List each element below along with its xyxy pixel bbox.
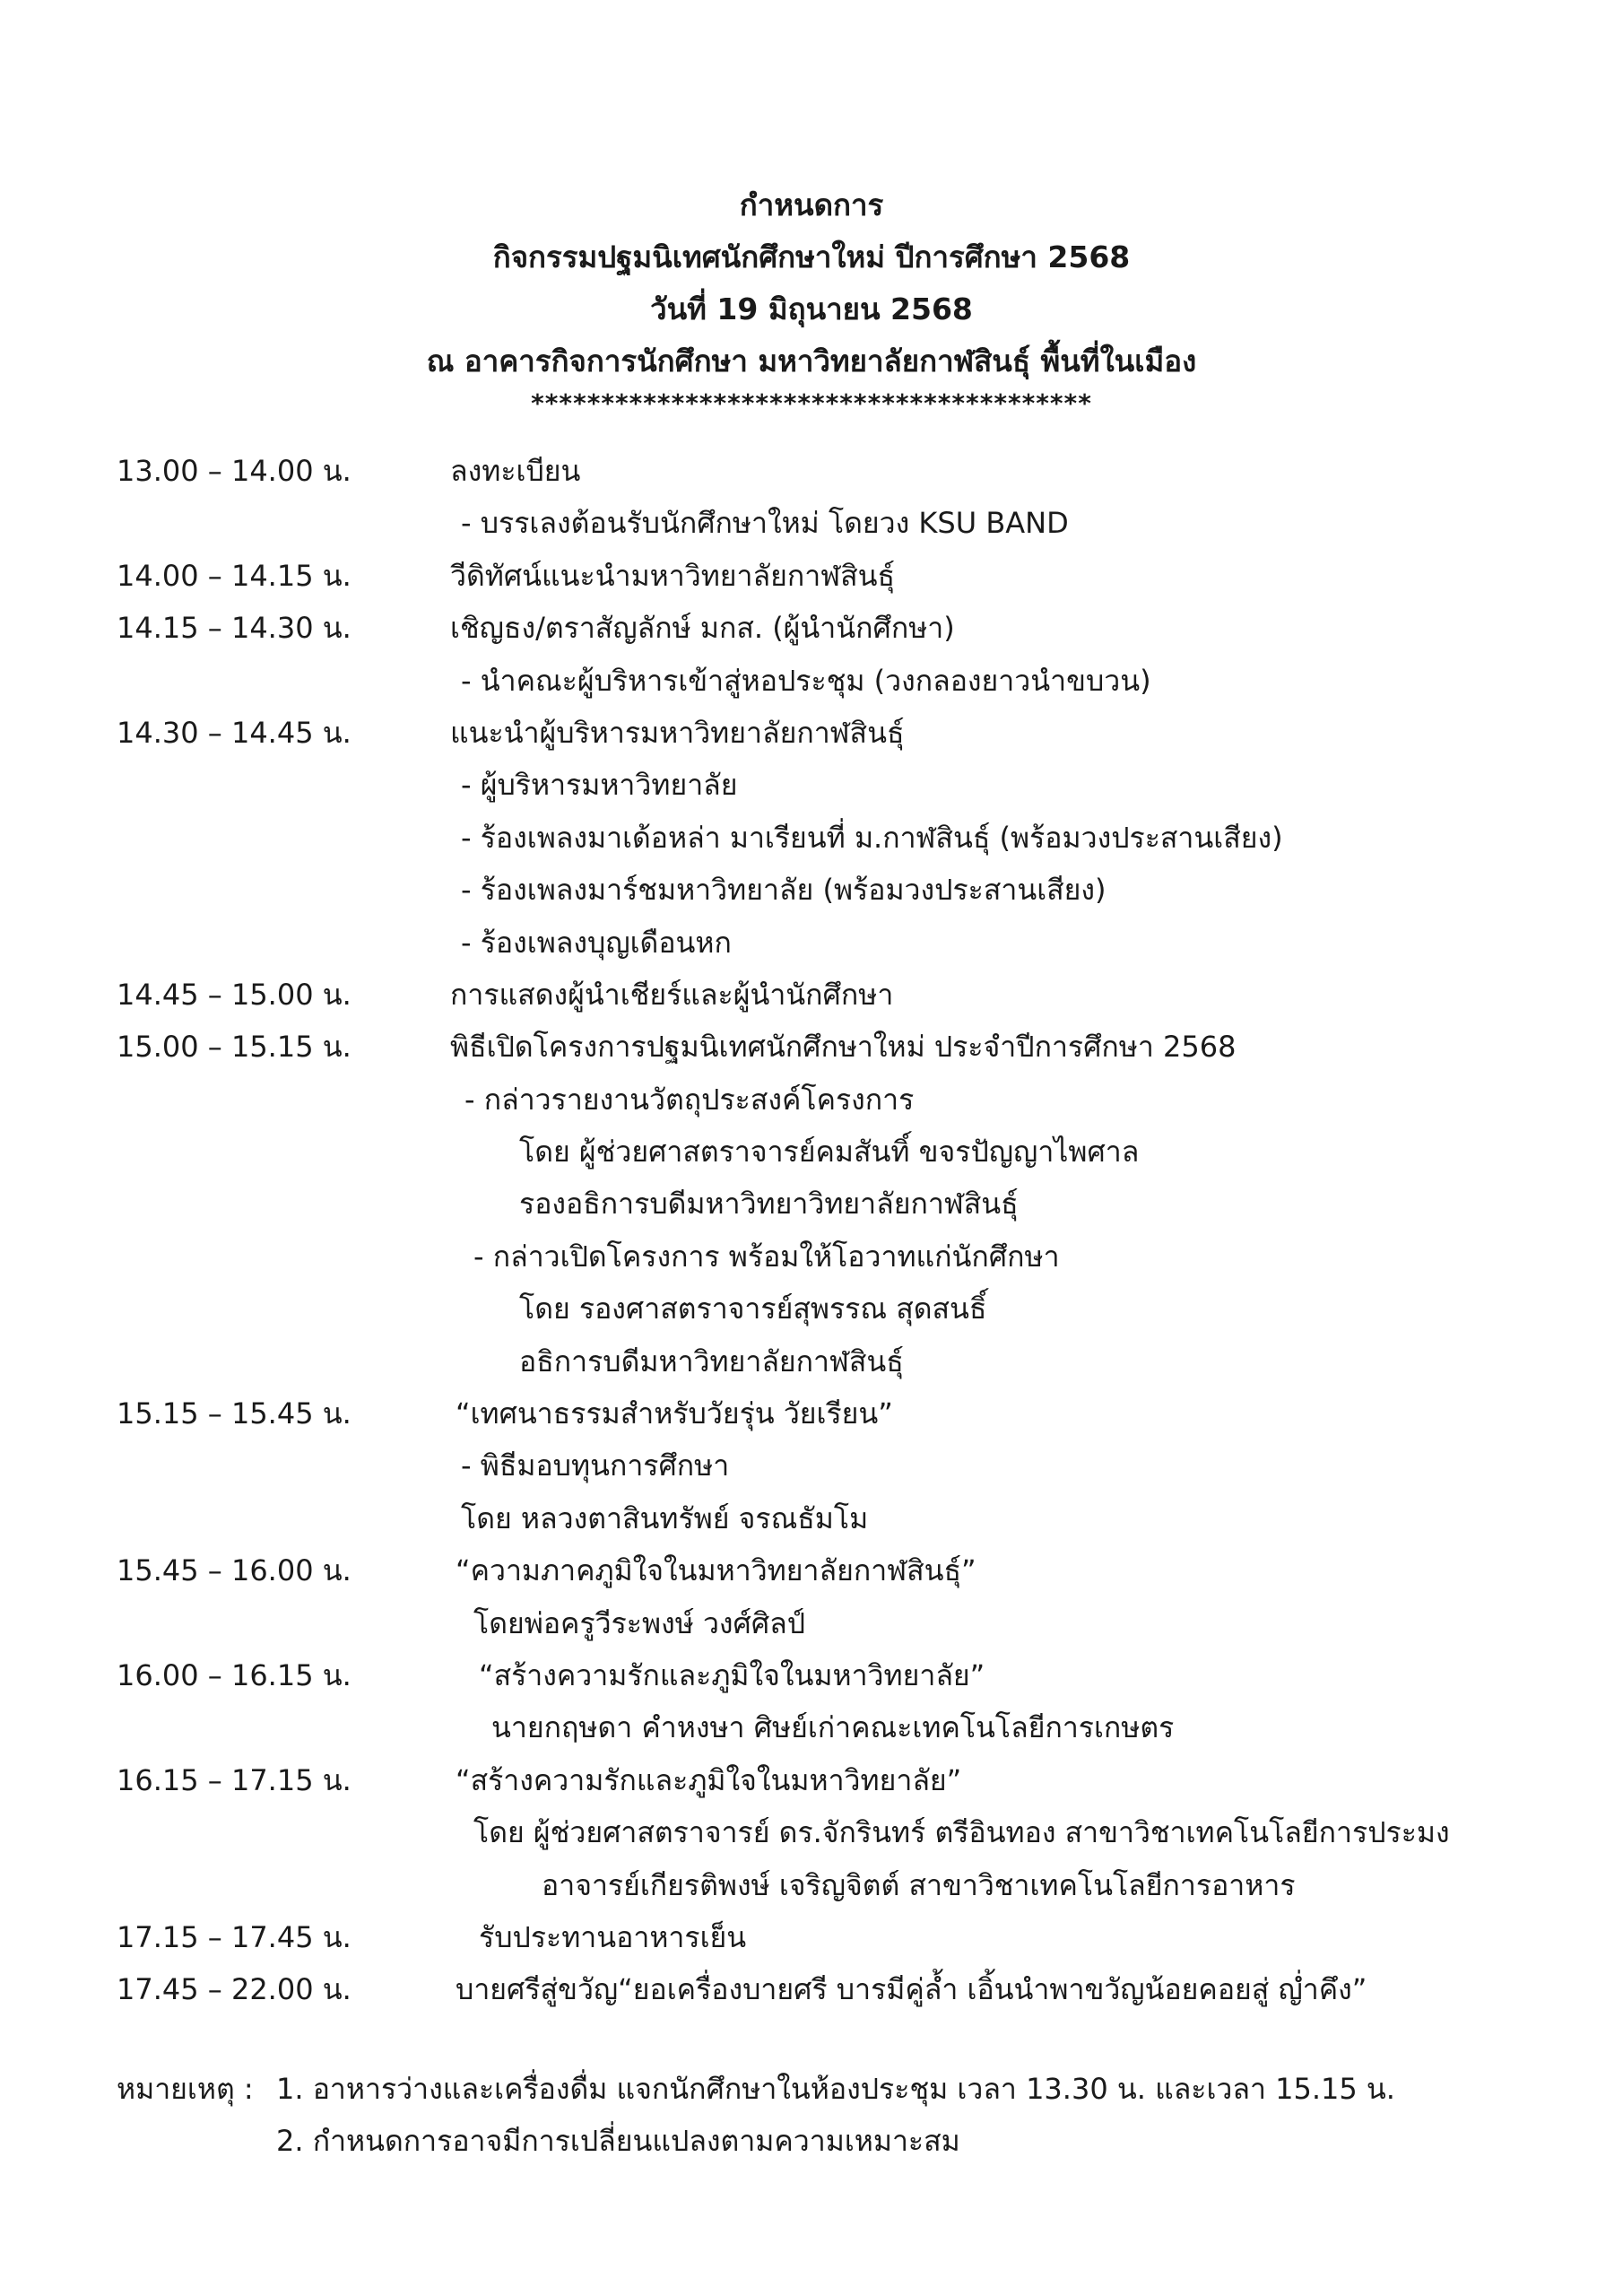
schedule-row <box>117 1859 1533 1911</box>
header-date: วันที่ 19 มิถุนายน 2568 <box>650 291 973 326</box>
schedule-item: - กล่าวเปิดโครงการ พร้อมให้โอวาทแก่นักศึกษา <box>473 1239 1060 1274</box>
schedule-time: 16.00 – 16.15 น. <box>117 1657 352 1692</box>
schedule-row <box>117 602 1533 654</box>
schedule-row <box>117 550 1533 602</box>
schedule-item: “สร้างความรักและภูมิใจในมหาวิทยาลัย” <box>479 1657 985 1692</box>
schedule-item: ลงทะเบียน <box>450 454 581 488</box>
schedule-time: 14.30 – 14.45 น. <box>117 715 352 750</box>
schedule-time: 15.15 – 15.45 น. <box>117 1396 352 1431</box>
schedule-item: โดย หลวงตาสินทรัพย์ จรณธัมโม <box>461 1500 869 1535</box>
schedule-item: - ร้องเพลงมาเด้อหล่า มาเรียนที่ ม.กาฬสินธุ์ (พร้อมวงประสานเสียง) <box>461 820 1283 855</box>
schedule-item: อธิการบดีมหาวิทยาลัยกาฬสินธุ์ <box>519 1344 904 1378</box>
schedule-time: 14.45 – 15.00 น. <box>117 977 352 1012</box>
header-divider: **************************************** <box>531 388 1092 418</box>
schedule-row <box>117 1387 1533 1439</box>
schedule-item: บายศรีสู่ขวัญ“ยอเครื่องบายศรี บารมีคู่ล้ำ เอิ้นนำพาขวัญน้อยคอยสู่ ญ่ำคึง” <box>456 1972 1367 2007</box>
schedule-time: 17.15 – 17.45 น. <box>117 1919 352 1954</box>
schedule-item: อาจารย์เกียรติพงษ์ เจริญจิตต์ สาขาวิชาเทคโนโลยีการอาหาร <box>542 1867 1296 1902</box>
remarks <box>117 2063 1551 2167</box>
schedule-row <box>117 1911 1533 1963</box>
schedule-row <box>117 1178 1533 1230</box>
schedule-row <box>117 1021 1533 1073</box>
schedule-time: 13.00 – 14.00 น. <box>117 454 352 488</box>
document-header <box>0 179 1623 420</box>
schedule-row <box>117 1074 1533 1126</box>
schedule-row <box>117 1597 1533 1649</box>
schedule-time: 17.45 – 22.00 น. <box>117 1972 352 2007</box>
schedule-row <box>117 812 1533 864</box>
schedule-row <box>117 1492 1533 1544</box>
schedule-item: พิธีเปิดโครงการปฐมนิเทศนักศึกษาใหม่ ประจำปีการศึกษา 2568 <box>450 1030 1237 1065</box>
schedule-item: โดยพ่อครูวีระพงษ์ วงศ์ศิลป์ <box>473 1605 806 1640</box>
schedule-item: เชิญธง/ตราสัญลักษ์ มกส. (ผู้นำนักศึกษา) <box>450 611 955 646</box>
schedule-time: 15.45 – 16.00 น. <box>117 1553 352 1588</box>
schedule-item: - พิธีมอบทุนการศึกษา <box>461 1448 730 1483</box>
schedule-row <box>117 1649 1533 1701</box>
schedule-item: “สร้างความรักและภูมิใจในมหาวิทยาลัย” <box>456 1762 962 1797</box>
schedule-row <box>117 497 1533 549</box>
schedule-row <box>117 759 1533 811</box>
schedule-item: - ร้องเพลงมาร์ชมหาวิทยาลัย (พร้อมวงประสานเสียง) <box>461 873 1107 908</box>
schedule-item: นายกฤษดา คำหงษา ศิษย์เก่าคณะเทคโนโลยีการเกษตร <box>491 1710 1175 1745</box>
schedule-item: “เทศนาธรรมสำหรับวัยรุ่น วัยเรียน” <box>456 1396 893 1431</box>
schedule-row <box>117 1335 1533 1387</box>
schedule-row <box>117 1754 1533 1806</box>
schedule-row <box>117 969 1533 1021</box>
schedule-row <box>117 707 1533 759</box>
schedule-row <box>117 1806 1533 1858</box>
schedule-item: - บรรเลงต้อนรับนักศึกษาใหม่ โดยวง KSU BAND <box>461 506 1069 541</box>
schedule-item: การแสดงผู้นำเชียร์และผู้นำนักศึกษา <box>450 977 894 1012</box>
schedule-row <box>117 917 1533 969</box>
schedule-row <box>117 1231 1533 1283</box>
schedule-row <box>117 1126 1533 1178</box>
schedule-list <box>117 445 1533 2016</box>
schedule-item: โดย ผู้ช่วยศาสตราจารย์ ดร.จักรินทร์ ตรีอินทอง สาขาวิชาเทคโนโลยีการประมง <box>473 1815 1450 1850</box>
remark-item: 2. กำหนดการอาจมีการเปลี่ยนแปลงตามความเหมาะสม <box>276 2124 960 2158</box>
schedule-time: 15.00 – 15.15 น. <box>117 1030 352 1065</box>
schedule-item: รองอธิการบดีมหาวิทยาวิทยาลัยกาฬสินธุ์ <box>519 1187 1019 1222</box>
header-event-name: กิจกรรมปฐมนิเทศนักศึกษาใหม่ ปีการศึกษา 2568 <box>492 239 1131 274</box>
schedule-time: 14.15 – 14.30 น. <box>117 611 352 646</box>
schedule-item: โดย รองศาสตราจารย์สุพรรณ สุดสนธิ์ <box>519 1292 987 1326</box>
schedule-item: - ร้องเพลงบุญเดือนหก <box>461 925 732 960</box>
schedule-row <box>117 445 1533 497</box>
schedule-item: - กล่าวรายงานวัตถุประสงค์โครงการ <box>464 1082 915 1117</box>
remark-label: หมายเหตุ : <box>117 2072 254 2106</box>
schedule-row <box>117 1439 1533 1492</box>
schedule-item: “ความภาคภูมิใจในมหาวิทยาลัยกาฬสินธุ์” <box>456 1553 976 1588</box>
schedule-row <box>117 655 1533 707</box>
schedule-row <box>117 1701 1533 1753</box>
schedule-item: - ผู้บริหารมหาวิทยาลัย <box>461 768 738 803</box>
schedule-item: รับประทานอาหารเย็น <box>479 1919 747 1954</box>
schedule-time: 14.00 – 14.15 น. <box>117 558 352 593</box>
remark-row <box>117 2115 1551 2167</box>
schedule-row <box>117 1544 1533 1596</box>
schedule-item: วีดิทัศน์แนะนำมหาวิทยาลัยกาฬสินธุ์ <box>450 558 896 593</box>
schedule-item: โดย ผู้ช่วยศาสตราจารย์คมสันทิ์ ขจรปัญญาไพศาล <box>519 1135 1140 1170</box>
schedule-time: 16.15 – 17.15 น. <box>117 1762 352 1797</box>
schedule-row <box>117 1963 1533 2015</box>
remark-row <box>117 2063 1551 2115</box>
header-venue: ณ อาคารกิจการนักศึกษา มหาวิทยาลัยกาฬสินธุ์ พื้นที่ในเมือง <box>426 344 1197 378</box>
schedule-item: - นำคณะผู้บริหารเข้าสู่หอประชุม (วงกลองยาวนำขบวน) <box>461 663 1151 698</box>
schedule-row <box>117 1283 1533 1335</box>
remark-item: 1. อาหารว่างและเครื่องดื่ม แจกนักศึกษาในห้องประชุม เวลา 13.30 น. และเวลา 15.15 น. <box>276 2072 1395 2106</box>
header-title: กำหนดการ <box>739 187 884 222</box>
schedule-item: แนะนำผู้บริหารมหาวิทยาลัยกาฬสินธุ์ <box>450 715 905 750</box>
schedule-row <box>117 864 1533 916</box>
